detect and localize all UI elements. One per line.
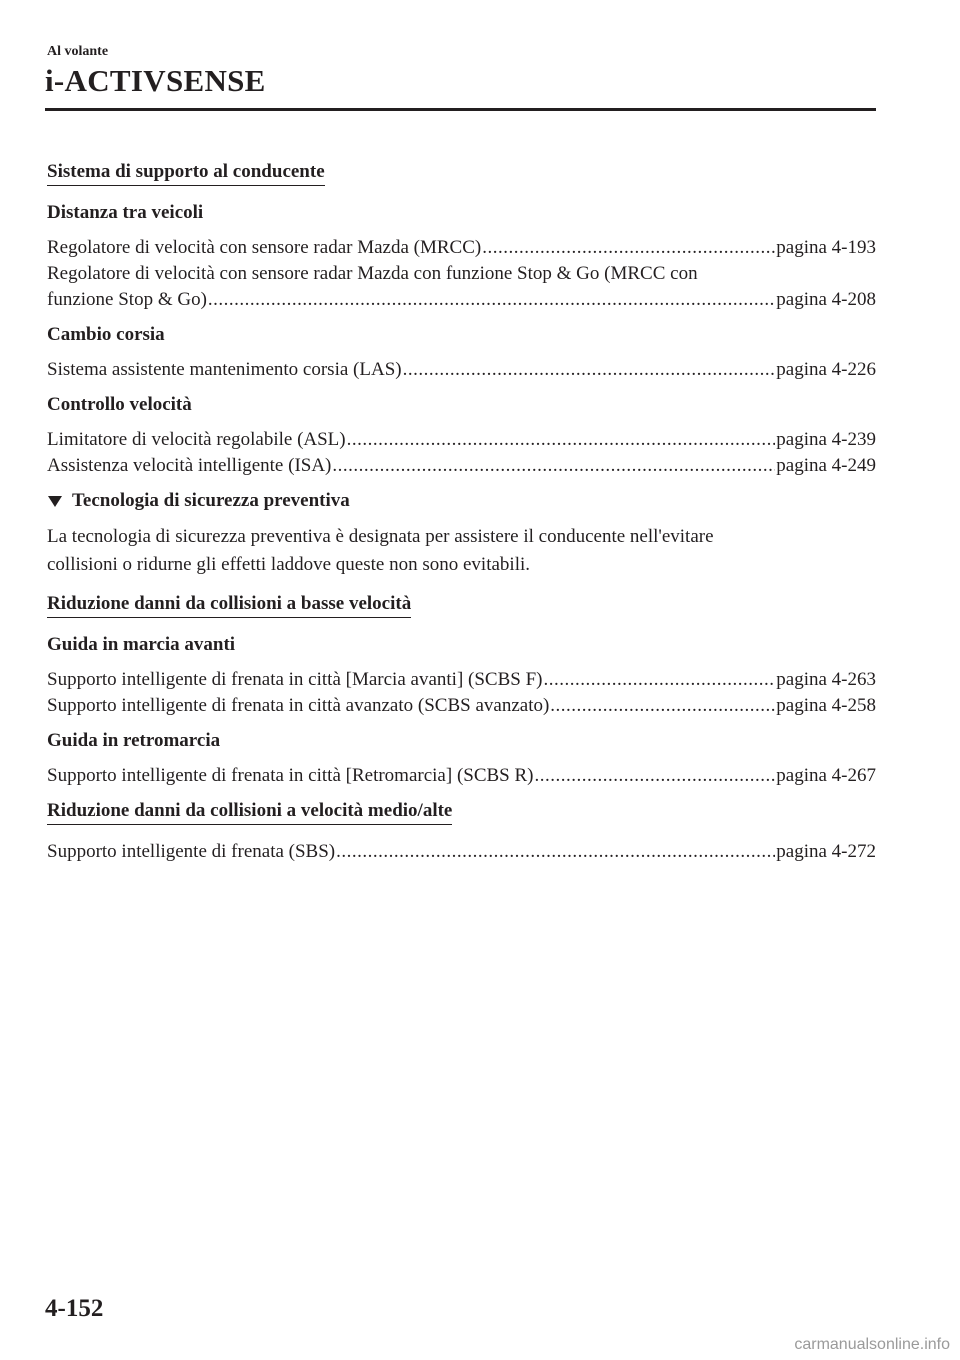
page-reference: pagina 4-226: [776, 359, 876, 380]
triangle-down-icon: [48, 496, 62, 507]
header-divider: [45, 108, 876, 111]
dot-leader: [482, 235, 775, 261]
subsection-distance: Distanza tra veicoli: [47, 202, 204, 223]
page-reference: pagina 4-249: [776, 455, 876, 476]
toc-entry-mrcc-stopgo[interactable]: funzione Stop & Go) ..... pagina 4-208: [47, 287, 876, 313]
entries-lane: [47, 357, 876, 383]
chapter-label: Al volante: [47, 44, 109, 59]
entries-mid-high-speed: [47, 839, 876, 865]
page-title: i-ACTIVSENSE: [45, 63, 266, 98]
toc-entry-scbs-f[interactable]: Supporto intelligente di frenata in città [Marcia avanti] (SCBS F) ..... pagina 4-263: [47, 667, 876, 693]
dot-leader: [550, 693, 775, 719]
toc-entry-asl[interactable]: Limitatore di velocità regolabile (ASL) ..... pagina 4-239: [47, 427, 876, 453]
dot-leader: [332, 453, 775, 479]
dot-leader: [535, 763, 776, 789]
page-reference: pagina 4-239: [776, 429, 876, 450]
toc-entry-isa[interactable]: Assistenza velocità intelligente (ISA) ..... pagina 4-249: [47, 453, 876, 479]
entries-forward: [47, 667, 876, 719]
dot-leader: [347, 427, 776, 453]
page-reference: pagina 4-208: [776, 289, 876, 310]
entries-distance: [47, 235, 876, 313]
watermark: carmanualsonline.info: [794, 1336, 950, 1353]
page-number: 4-152: [45, 1295, 104, 1322]
page-reference: pagina 4-272: [776, 841, 876, 862]
subsection-reverse: Guida in retromarcia: [47, 730, 221, 751]
toc-entry-mrcc[interactable]: Regolatore di velocità con sensore radar Mazda (MRCC) ..... pagina 4-193: [47, 235, 876, 261]
page-reference: pagina 4-263: [776, 669, 876, 690]
toc-entry-mrcc-stopgo-line1[interactable]: Regolatore di velocità con sensore radar Mazda con funzione Stop & Go (MRCC con: [47, 263, 698, 284]
toc-entry-scbs-advanced[interactable]: Supporto intelligente di frenata in città avanzato (SCBS avanzato) ..... pagina 4-258: [47, 693, 876, 719]
dot-leader: [336, 839, 775, 865]
subsection-lane: Cambio corsia: [47, 324, 165, 345]
toc-entry-las[interactable]: Sistema assistente mantenimento corsia (LAS) ..... pagina 4-226: [47, 357, 876, 383]
page-reference: pagina 4-258: [776, 695, 876, 716]
heading-preventive-safety: Tecnologia di sicurezza preventiva: [47, 488, 876, 514]
page-content: [47, 159, 876, 874]
entries-reverse: [47, 763, 876, 789]
page-reference: pagina 4-267: [776, 765, 876, 786]
dot-leader: [403, 357, 776, 383]
section-title-mid-high-speed: Riduzione danni da collisioni a velocità medio/alte: [47, 798, 876, 825]
section-title-low-speed: Riduzione danni da collisioni a basse velocità: [47, 591, 876, 618]
subsection-forward: Guida in marcia avanti: [47, 634, 236, 655]
toc-entry-sbs[interactable]: Supporto intelligente di frenata (SBS) ..... pagina 4-272: [47, 839, 876, 865]
dot-leader: [543, 667, 775, 693]
page-reference: pagina 4-193: [776, 237, 876, 258]
subsection-speed: Controllo velocità: [47, 394, 192, 415]
toc-entry-scbs-r[interactable]: Supporto intelligente di frenata in città [Retromarcia] (SCBS R) ..... pagina 4-267: [47, 763, 876, 789]
entries-speed: [47, 427, 876, 479]
intro-paragraph: La tecnologia di sicurezza preventiva è designata per assistere il conducente nell'evitare collisioni o ridurne gli effetti laddove queste non sono evitabili.: [47, 526, 714, 575]
dot-leader: [208, 287, 775, 313]
section-title-driver-support: Sistema di supporto al conducente: [47, 159, 876, 186]
